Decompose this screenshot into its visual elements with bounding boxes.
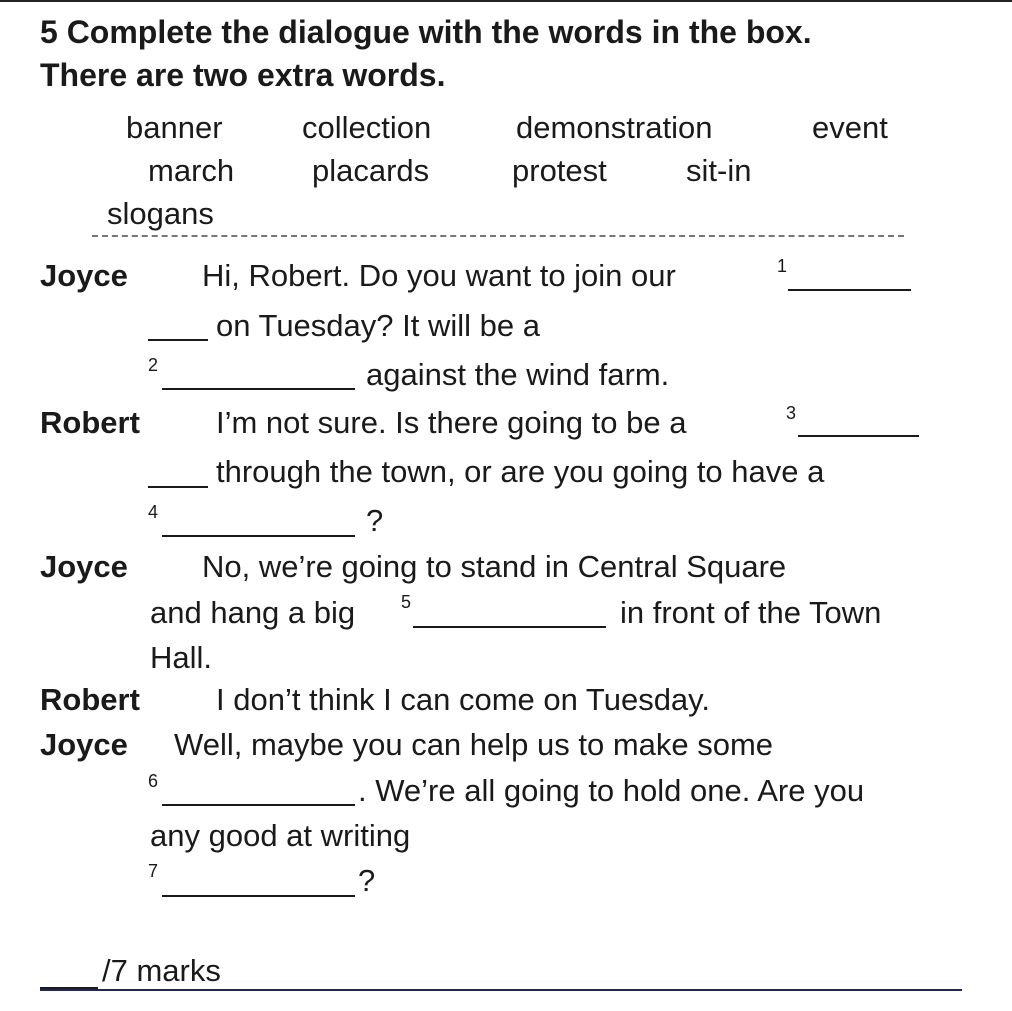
word-item: slogans [107, 196, 214, 231]
gap-number: 3 [786, 403, 797, 423]
word-item: banner [126, 110, 223, 145]
answer-blank-4[interactable] [162, 535, 355, 537]
dialogue-text: ? [366, 503, 384, 538]
dialogue-text: . We’re all going to hold one. Are you [358, 773, 865, 808]
gap-number: 6 [148, 771, 159, 791]
dialogue-text: Hall. [150, 640, 213, 675]
gap-number: 7 [148, 861, 159, 881]
word-item: sit-in [686, 153, 752, 188]
answer-blank-3a[interactable] [798, 435, 919, 437]
word-item: protest [512, 153, 607, 188]
gap-number: 2 [148, 355, 159, 375]
word-box-divider [92, 235, 904, 237]
dialogue-text: in front of the Town [620, 595, 882, 630]
dialogue-text: against the wind farm. [366, 357, 670, 392]
answer-blank-3b[interactable] [148, 486, 208, 488]
exercise-subtitle: There are two extra words. [40, 57, 446, 93]
gap-number: 5 [401, 592, 412, 612]
speaker-name: Joyce [40, 549, 128, 584]
dialogue-text: Hi, Robert. Do you want to join our [202, 258, 676, 293]
exercise-title: 5 Complete the dialogue with the words in the box. [40, 14, 812, 50]
speaker-name: Robert [40, 405, 140, 440]
answer-blank-5[interactable] [413, 626, 606, 628]
gap-number: 1 [777, 256, 788, 276]
top-border [0, 0, 1012, 2]
answer-blank-1b[interactable] [148, 339, 208, 341]
answer-blank-1a[interactable] [788, 289, 911, 291]
speaker-name: Joyce [40, 727, 128, 762]
answer-blank-2[interactable] [162, 388, 355, 390]
answer-blank-6[interactable] [162, 804, 355, 806]
score-label: /7 marks [102, 953, 221, 988]
answer-blank-7[interactable] [162, 895, 355, 897]
gap-number: 4 [148, 502, 159, 522]
word-item: march [148, 153, 235, 188]
word-item: demonstration [516, 110, 713, 145]
dialogue-text: Well, maybe you can help us to make some [174, 727, 774, 762]
dialogue-text: I’m not sure. Is there going to be a [216, 405, 687, 440]
dialogue-text: ? [358, 863, 376, 898]
speaker-name: Robert [40, 682, 140, 717]
dialogue-text: on Tuesday? It will be a [216, 308, 540, 343]
dialogue-text: through the town, or are you going to have a [216, 454, 825, 489]
dialogue-text: I don’t think I can come on Tuesday. [216, 682, 710, 717]
word-item: placards [312, 153, 430, 188]
score-rule [40, 989, 962, 991]
speaker-name: Joyce [40, 258, 128, 293]
dialogue-text: any good at writing [150, 818, 411, 853]
word-item: collection [302, 110, 432, 145]
word-item: event [812, 110, 888, 145]
dialogue-text: and hang a big [150, 595, 356, 630]
dialogue-text: No, we’re going to stand in Central Square [202, 549, 787, 584]
